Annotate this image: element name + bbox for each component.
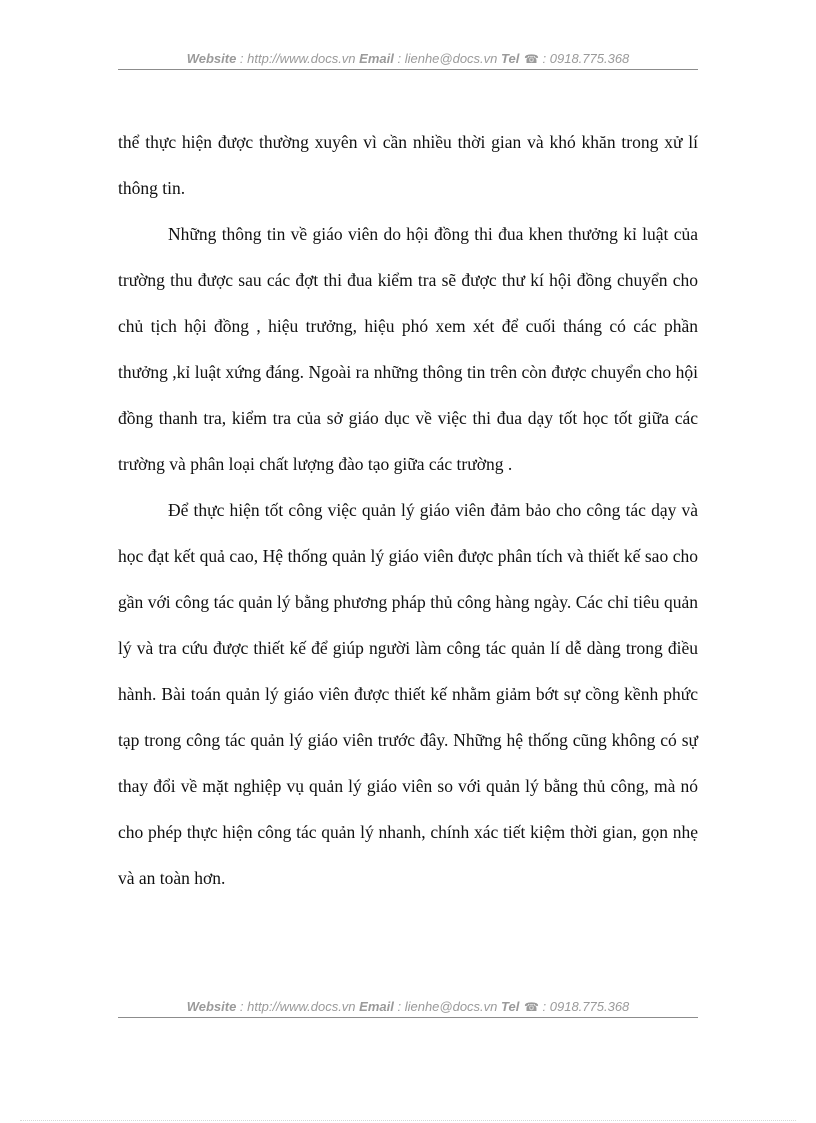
- footer-email-label: Email: [359, 999, 394, 1014]
- header-website-link[interactable]: http://www.docs.vn: [247, 51, 356, 66]
- header-email-sep: :: [393, 51, 405, 66]
- header-tel-sep: :: [538, 51, 550, 66]
- document-body: [118, 119, 698, 901]
- footer-email-link[interactable]: lienhe@docs.vn: [404, 999, 498, 1014]
- page-bottom-border: [20, 1120, 796, 1121]
- header-website-label: Website: [186, 51, 237, 66]
- footer-email-sep: :: [393, 999, 405, 1014]
- body-paragraph-2: Những thông tin về giáo viên do hội đồng thi đua khen thưởng kỉ luật của trường thu được sau các đợt thi đua kiểm tra sẽ được thư kí hội đồng chuyển cho chủ tịch hội đồng , hiệu trưởng, hiệu phó xem xét để cuối tháng có các phần thưởng ,kỉ luật xứng đáng. Ngoài ra những thông tin trên còn được chuyển cho hội đồng thanh tra, kiểm tra của sở giáo dục về việc thi đua dạy tốt học tốt giữa các trường và phân loại chất lượng đào tạo giữa các trường .: [118, 224, 698, 474]
- footer-tel-label: Tel: [501, 999, 520, 1014]
- header-email-label: Email: [359, 51, 394, 66]
- phone-icon: ☎: [523, 52, 539, 66]
- footer-tel-value: 0918.775.368: [549, 999, 630, 1014]
- body-paragraph-1: thể thực hiện được thường xuyên vì cần nhiều thời gian và khó khăn trong xử lí thông tin.: [118, 132, 698, 198]
- page-header: [118, 51, 698, 70]
- header-tel-value: 0918.775.368: [549, 51, 630, 66]
- page-footer: [118, 999, 698, 1018]
- header-website-sep: :: [236, 51, 248, 66]
- footer-tel-sep: :: [538, 999, 550, 1014]
- header-email-link[interactable]: lienhe@docs.vn: [404, 51, 498, 66]
- footer-website-label: Website: [186, 999, 237, 1014]
- phone-icon: ☎: [523, 1000, 539, 1014]
- header-tel-label: Tel: [501, 51, 520, 66]
- body-paragraph-3: Để thực hiện tốt công việc quản lý giáo viên đảm bảo cho công tác dạy và học đạt kết quả cao, Hệ thống quản lý giáo viên được phân tích và thiết kế sao cho gần với công tác quản lý bằng phương pháp thủ công hàng ngày. Các chỉ tiêu quản lý và tra cứu được thiết kế để giúp người làm công tác quản lí dễ dàng trong điều hành. Bài toán quản lý giáo viên được thiết kế nhằm giảm bớt sự cồng kềnh phức tạp trong công tác quản lý giáo viên trước đây. Những hệ thống cũng không có sự thay đổi về mặt nghiệp vụ quản lý giáo viên so với quản lý bằng thủ công, mà nó cho phép thực hiện công tác quản lý nhanh, chính xác tiết kiệm thời gian, gọn nhẹ và an toàn hơn.: [118, 500, 698, 888]
- footer-website-link[interactable]: http://www.docs.vn: [247, 999, 356, 1014]
- footer-website-sep: :: [236, 999, 248, 1014]
